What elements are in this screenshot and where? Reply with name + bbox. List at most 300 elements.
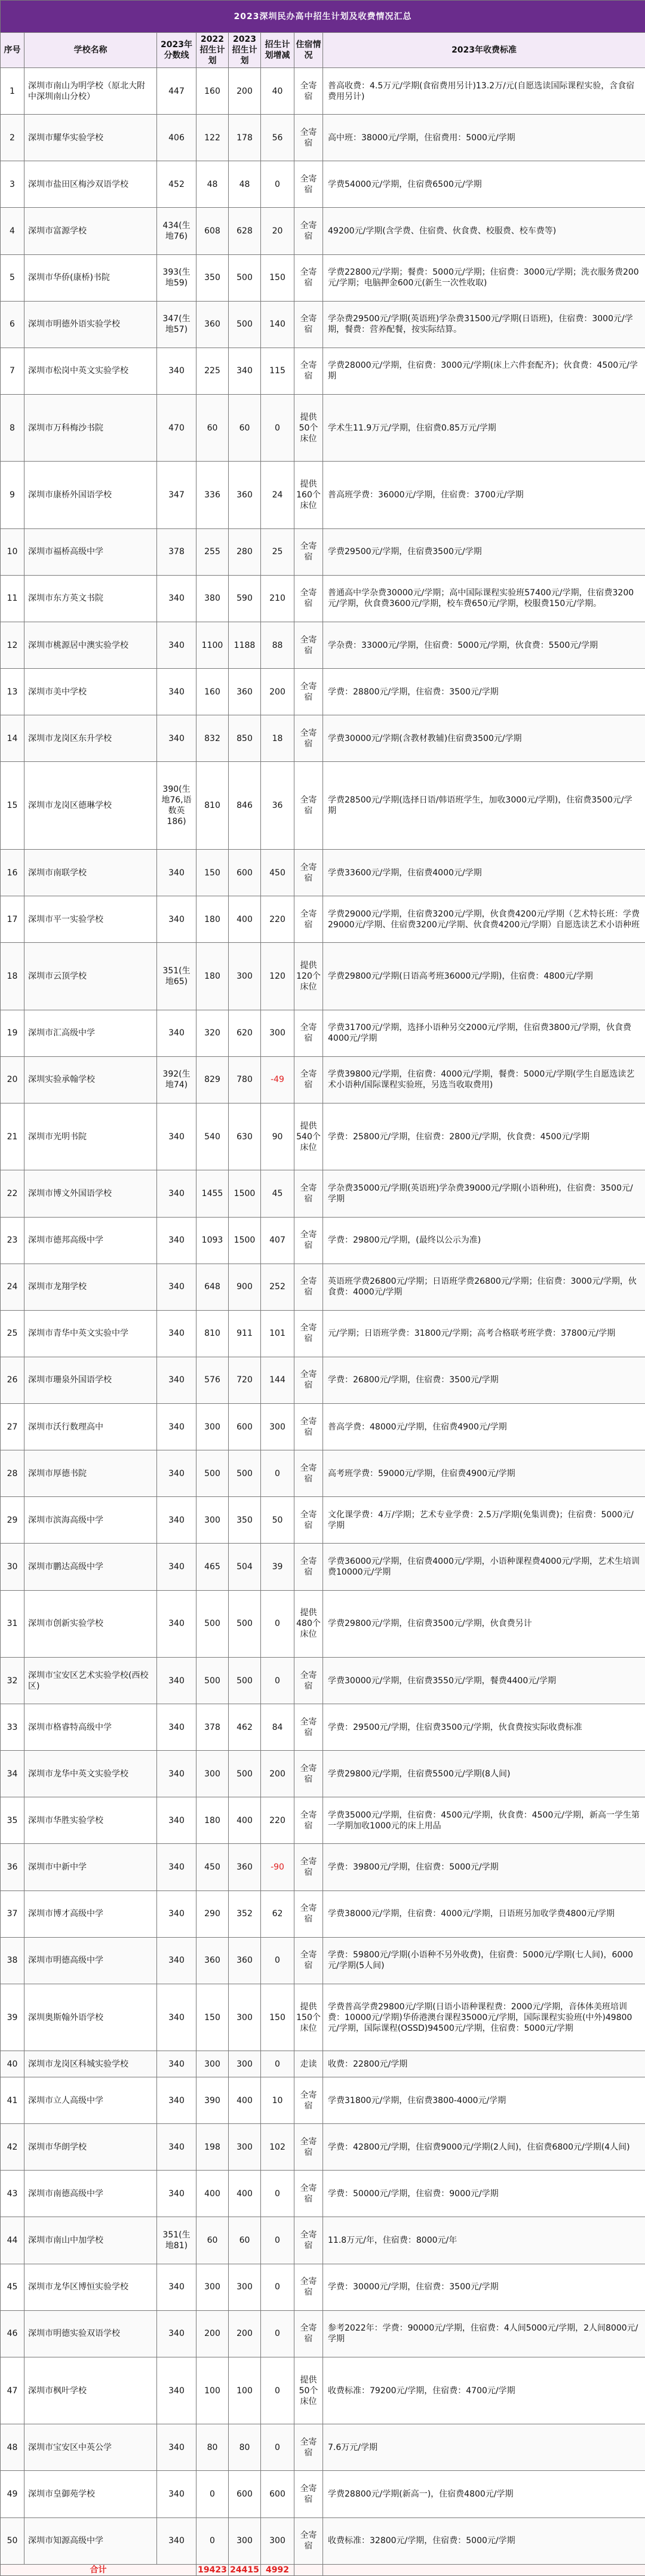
plan-2023: 300 [229,1984,261,2051]
plan-2023: 1500 [229,1217,261,1264]
table-row [1,1056,645,1103]
row-no: 11 [1,575,24,622]
row-no: 6 [1,301,24,348]
row-no: 2 [1,115,24,161]
score-line: 340 [157,715,196,762]
dorm-status: 提供150个床位 [294,1984,323,2051]
score-line: 340 [157,2264,196,2310]
plan-2022: 80 [196,2424,229,2471]
plan-2022: 810 [196,1310,229,1357]
plan-2023: 630 [229,1103,261,1170]
table-row [1,68,645,115]
score-line: 340 [157,1264,196,1310]
score-line: 340 [157,2051,196,2077]
fee-standard: 49200元/学期(含学费、住宿费、伙食费、校服费、校车费等) [323,208,645,254]
row-no: 4 [1,208,24,254]
table-row [1,348,645,394]
plan-2022: 390 [196,2077,229,2124]
plan-2023: 360 [229,1937,261,1984]
score-line: 340 [157,2124,196,2171]
school-name: 深圳市德邦高级中学 [24,1217,157,1264]
school-name: 深圳市龙翔学校 [24,1264,157,1310]
row-no: 12 [1,622,24,668]
fee-standard: 学费28800元/学期(新高一)，住宿费4800元/学期 [323,2471,645,2517]
plan-2022: 255 [196,528,229,575]
table-row [1,575,645,622]
plan-change: 39 [261,1544,294,1590]
table-row [1,1264,645,1310]
plan-2023: 400 [229,896,261,943]
fee-standard: 学杂费35000元/学期(英语班)学杂费39000元/学期(小语种班)，住宿费：3500元/学期 [323,1170,645,1217]
plan-2022: 225 [196,348,229,394]
plan-change: 0 [261,2217,294,2264]
total-change: 4992 [261,2565,294,2576]
row-no: 5 [1,254,24,301]
score-line: 340 [157,1844,196,1890]
row-no: 34 [1,1751,24,1797]
school-name: 深圳市明德实验双语学校 [24,2310,157,2357]
plan-2023: 462 [229,1704,261,1751]
plan-2023: 590 [229,575,261,622]
school-name: 深圳市华朗学校 [24,2124,157,2171]
plan-change: 200 [261,1751,294,1797]
dorm-status: 全寄宿 [294,1890,323,1937]
sheet-title: 2023深圳民办高中招生计划及收费情况汇总 [1,1,645,33]
plan-change: -49 [261,1056,294,1103]
header-change: 招生计划增减 [261,33,294,68]
plan-change: 140 [261,301,294,348]
plan-2023: 340 [229,348,261,394]
score-line: 340 [157,2171,196,2217]
table-row [1,896,645,943]
row-no: 24 [1,1264,24,1310]
school-name: 深圳市华侨(康桥)书院 [24,254,157,301]
plan-2022: 180 [196,943,229,1010]
plan-2022: 60 [196,2217,229,2264]
school-name: 深圳市滨海高级中学 [24,1497,157,1544]
table-row [1,622,645,668]
plan-2023: 200 [229,2310,261,2357]
dorm-status: 全寄宿 [294,254,323,301]
dorm-status: 全寄宿 [294,1404,323,1450]
fee-standard: 学费：30000元/学期，住宿费：3500元/学期 [323,2264,645,2310]
header-school: 学校名称 [24,33,157,68]
plan-change: 0 [261,2424,294,2471]
plan-2022: 180 [196,1797,229,1844]
plan-change: 252 [261,1264,294,1310]
plan-2022: 608 [196,208,229,254]
dorm-status: 全寄宿 [294,1844,323,1890]
row-no: 19 [1,1010,24,1056]
plan-change: 18 [261,715,294,762]
dorm-status: 全寄宿 [294,208,323,254]
table-row [1,1357,645,1403]
fee-standard: 高中班：38000元/学期，住宿费用：5000元/学期 [323,115,645,161]
row-no: 43 [1,2171,24,2217]
score-line: 340 [157,1984,196,2051]
plan-2022: 0 [196,2471,229,2517]
table-row [1,1404,645,1450]
dorm-status: 全寄宿 [294,1357,323,1403]
plan-2023: 360 [229,1844,261,1890]
plan-2022: 200 [196,2310,229,2357]
row-no: 36 [1,1844,24,1890]
plan-2022: 500 [196,1657,229,1704]
plan-2022: 300 [196,2051,229,2077]
total-plan-2023: 24415 [229,2565,261,2576]
plan-change: 0 [261,2310,294,2357]
plan-2022: 150 [196,1984,229,2051]
score-line: 351(生地65) [157,943,196,1010]
plan-2022: 1100 [196,622,229,668]
plan-change: 220 [261,896,294,943]
row-no: 3 [1,161,24,208]
score-line: 340 [157,850,196,896]
fee-standard: 参考2022年：学费：90000元/学期，住宿费：4人间5000元/学期，2人间8000元/学期 [323,2310,645,2357]
row-no: 38 [1,1937,24,1984]
school-name: 深圳市明德高级中学 [24,1937,157,1984]
score-line: 340 [157,1357,196,1403]
score-line: 340 [157,1497,196,1544]
table-row [1,208,645,254]
dorm-status: 全寄宿 [294,1544,323,1590]
plan-2023: 100 [229,2357,261,2424]
score-line: 434(生地76) [157,208,196,254]
school-name: 深圳奥斯翰外语学校 [24,1984,157,2051]
plan-2022: 500 [196,1450,229,1497]
school-name: 深圳市宝安区中英公学 [24,2424,157,2471]
school-name: 深圳市美中学校 [24,669,157,715]
total-fee [323,2565,645,2576]
row-no: 21 [1,1103,24,1170]
dorm-status: 全寄宿 [294,1310,323,1357]
table-row [1,115,645,161]
plan-change: 407 [261,1217,294,1264]
fee-standard: 学费38000元/学期，住宿费：4000元/学期，日语班另加收学费4800元/学期 [323,1890,645,1937]
row-no: 26 [1,1357,24,1403]
row-no: 33 [1,1704,24,1751]
total-dorm [294,2565,323,2576]
plan-2023: 850 [229,715,261,762]
plan-2023: 720 [229,1357,261,1403]
school-name: 深圳市耀华实验学校 [24,115,157,161]
plan-2023: 911 [229,1310,261,1357]
school-name: 深圳市博文外国语学校 [24,1170,157,1217]
school-name: 深圳市珊泉外国语学校 [24,1357,157,1403]
school-name: 深圳市盐田区梅沙双语学校 [24,161,157,208]
plan-2023: 60 [229,2217,261,2264]
plan-2023: 300 [229,2517,261,2564]
score-line: 470 [157,394,196,461]
header-dorm: 住宿情况 [294,33,323,68]
plan-2022: 378 [196,1704,229,1751]
plan-change: 200 [261,669,294,715]
row-no: 44 [1,2217,24,2264]
table-row [1,1170,645,1217]
plan-change: 120 [261,943,294,1010]
plan-2023: 600 [229,1404,261,1450]
plan-2023: 80 [229,2424,261,2471]
fee-standard: 普高学费：48000元/学期，住宿费4900元/学期 [323,1404,645,1450]
row-no: 27 [1,1404,24,1450]
school-name: 深圳市博才高级中学 [24,1890,157,1937]
plan-change: 600 [261,2471,294,2517]
dorm-status: 全寄宿 [294,850,323,896]
table-row [1,762,645,850]
header-score: 2023年分数线 [157,33,196,68]
table-row [1,1984,645,2051]
table-row [1,394,645,461]
table-body [1,68,645,2565]
plan-2022: 829 [196,1056,229,1103]
dorm-status: 全寄宿 [294,161,323,208]
plan-2023: 48 [229,161,261,208]
dorm-status: 全寄宿 [294,2264,323,2310]
row-no: 50 [1,2517,24,2564]
plan-change: 101 [261,1310,294,1357]
fee-standard: 学杂费：33000元/学期，住宿费：5000元/学期，伙食费：5500元/学期 [323,622,645,668]
plan-2023: 400 [229,2171,261,2217]
table-row [1,1310,645,1357]
plan-2022: 150 [196,850,229,896]
plan-2022: 300 [196,1751,229,1797]
school-name: 深圳市宝安区艺术实验学校(西校区) [24,1657,157,1704]
plan-2022: 360 [196,1937,229,1984]
plan-2023: 178 [229,115,261,161]
total-row [1,2565,645,2576]
school-name: 深圳市枫叶学校 [24,2357,157,2424]
row-no: 28 [1,1450,24,1497]
fee-standard: 学费29800元/学期，住宿费5500元/学期(8人间) [323,1751,645,1797]
school-name: 深圳市云顶学校 [24,943,157,1010]
fee-standard: 学费28500元/学期(选择日语/韩语班学生，加收3000元/学期)，住宿费3500元/学期 [323,762,645,850]
dorm-status: 提供120个床位 [294,943,323,1010]
score-line: 340 [157,2424,196,2471]
score-line: 340 [157,1797,196,1844]
plan-2022: 290 [196,1890,229,1937]
score-line: 340 [157,1450,196,1497]
plan-2022: 180 [196,896,229,943]
school-name: 深圳市知源高级中学 [24,2517,157,2564]
score-line: 340 [157,1890,196,1937]
dorm-status: 全寄宿 [294,622,323,668]
plan-change: 115 [261,348,294,394]
plan-change: 36 [261,762,294,850]
dorm-status: 全寄宿 [294,896,323,943]
plan-change: 45 [261,1170,294,1217]
row-no: 14 [1,715,24,762]
plan-2023: 600 [229,850,261,896]
row-no: 30 [1,1544,24,1590]
table-row [1,1844,645,1890]
score-line: 340 [157,1751,196,1797]
dorm-status: 全寄宿 [294,1264,323,1310]
plan-2023: 400 [229,1797,261,1844]
fee-standard: 学费29800元/学期(日语高考班36000元/学期)，住宿费：4800元/学期 [323,943,645,1010]
plan-2022: 380 [196,575,229,622]
fee-standard: 学费30000元/学期(含教材教辅)住宿费3500元/学期 [323,715,645,762]
fee-standard: 11.8万元/年，住宿费：8000元/年 [323,2217,645,2264]
dorm-status: 全寄宿 [294,301,323,348]
fee-standard: 学费：29800元/学期，(最终以公示为准) [323,1217,645,1264]
total-plan-2022: 19423 [196,2565,229,2576]
table-row [1,2310,645,2357]
school-name: 深圳市康桥外国语学校 [24,462,157,528]
fee-standard: 学术生11.9万元/学期，住宿费0.85万元/学期 [323,394,645,461]
table-row [1,2517,645,2564]
plan-2023: 200 [229,68,261,115]
fee-standard: 学费36000元/学期，住宿费4000元/学期，小语种课程费4000元/学期，艺术生培训费10000元/学期 [323,1544,645,1590]
score-line: 340 [157,1010,196,1056]
row-no: 48 [1,2424,24,2471]
dorm-status: 全寄宿 [294,2171,323,2217]
plan-2022: 500 [196,1590,229,1657]
table-row [1,2077,645,2124]
school-name: 深圳市鹏达高级中学 [24,1544,157,1590]
school-name: 深圳市南德高级中学 [24,2171,157,2217]
fee-standard: 学费：26800元/学期，住宿费：3500元/学期 [323,1357,645,1403]
table-row [1,1590,645,1657]
table-row [1,301,645,348]
plan-2023: 500 [229,1657,261,1704]
plan-change: 0 [261,1657,294,1704]
plan-2022: 0 [196,2517,229,2564]
fee-standard: 收费：22800元/学期 [323,2051,645,2077]
row-no: 39 [1,1984,24,2051]
row-no: 31 [1,1590,24,1657]
table-row [1,1751,645,1797]
plan-2023: 500 [229,1590,261,1657]
title-row [1,1,645,33]
dorm-status: 全寄宿 [294,1056,323,1103]
dorm-status: 提供50个床位 [294,394,323,461]
plan-2022: 100 [196,2357,229,2424]
plan-change: 0 [261,2051,294,2077]
fee-standard: 学费：39800元/学期，住宿费：5000元/学期 [323,1844,645,1890]
plan-2022: 350 [196,254,229,301]
fee-standard: 学费28000元/学期，住宿费：3000元/学期(床上六件套配齐)；伙食费：4500元/学期 [323,348,645,394]
plan-change: 450 [261,850,294,896]
plan-2022: 160 [196,68,229,115]
dorm-status: 全寄宿 [294,1217,323,1264]
school-name: 深圳市厚德书院 [24,1450,157,1497]
plan-2023: 300 [229,2264,261,2310]
plan-2022: 810 [196,762,229,850]
row-no: 46 [1,2310,24,2357]
plan-change: 84 [261,1704,294,1751]
score-line: 340 [157,575,196,622]
table-row [1,528,645,575]
score-line: 340 [157,1937,196,1984]
score-line: 340 [157,622,196,668]
school-name: 深圳市青华中英文实验中学 [24,1310,157,1357]
table-row [1,2471,645,2517]
dorm-status: 全寄宿 [294,2471,323,2517]
header-plan-2022: 2022招生计划 [196,33,229,68]
table-row [1,850,645,896]
plan-2023: 300 [229,943,261,1010]
dorm-status: 提供540个床位 [294,1103,323,1170]
table-row [1,1497,645,1544]
row-no: 7 [1,348,24,394]
row-no: 35 [1,1797,24,1844]
score-line: 340 [157,1217,196,1264]
plan-change: 150 [261,1984,294,2051]
plan-change: 150 [261,254,294,301]
score-line: 340 [157,1544,196,1590]
fee-standard: 学费：29500元/学期，住宿费3500元/学期，伙食费按实际收费标准 [323,1704,645,1751]
fee-standard: 学费：42800元/学期，住宿费9000元/学期(2人间)，住宿费6800元/学期(4人间) [323,2124,645,2171]
table-row [1,669,645,715]
plan-2023: 600 [229,2471,261,2517]
score-line: 340 [157,1170,196,1217]
score-line: 340 [157,2357,196,2424]
score-line: 390(生地76,语数英186) [157,762,196,850]
plan-2022: 48 [196,161,229,208]
row-no: 20 [1,1056,24,1103]
score-line: 340 [157,1590,196,1657]
dorm-status: 全寄宿 [294,1450,323,1497]
plan-change: 300 [261,2517,294,2564]
school-name: 深圳市南山中加学校 [24,2217,157,2264]
school-name: 深圳市万科梅沙书院 [24,394,157,461]
plan-change: 220 [261,1797,294,1844]
row-no: 29 [1,1497,24,1544]
dorm-status: 全寄宿 [294,68,323,115]
school-name: 深圳市福桥高级中学 [24,528,157,575]
header-fee: 2023年收费标准 [323,33,645,68]
row-no: 25 [1,1310,24,1357]
dorm-status: 全寄宿 [294,1497,323,1544]
header-no: 序号 [1,33,24,68]
table-row [1,1450,645,1497]
school-name: 深圳市东方英文书院 [24,575,157,622]
school-name: 深圳市富源学校 [24,208,157,254]
table-row [1,2424,645,2471]
plan-change: 25 [261,528,294,575]
score-line: 406 [157,115,196,161]
plan-2023: 300 [229,2124,261,2171]
school-name: 深圳市立人高级中学 [24,2077,157,2124]
table-row [1,1937,645,1984]
school-name: 深圳市平一实验学校 [24,896,157,943]
fee-standard: 普高班学费：36000元/学期，住宿费：3700元/学期 [323,462,645,528]
plan-2022: 1093 [196,1217,229,1264]
score-line: 340 [157,1657,196,1704]
fee-standard: 学费30000元/学期，住宿费3550元/学期，餐费4400元/学期 [323,1657,645,1704]
dorm-status: 全寄宿 [294,528,323,575]
table-row [1,2051,645,2077]
plan-2022: 122 [196,115,229,161]
plan-change: 40 [261,68,294,115]
fee-standard: 学费普高学费29800元/学期(日语小语种课程费：2000元/学期，音体体美班培训费：10000元/学期)华侨港澳台课程35000元/学期，国际课程实验班(中外)49800元/学期，国际课程(OSSD)94500元/学期，住宿费：5000元/学期 [323,1984,645,2051]
plan-change: 10 [261,2077,294,2124]
plan-2022: 300 [196,2264,229,2310]
dorm-status: 全寄宿 [294,575,323,622]
fee-standard: 元/学期；日语班学费：31800元/学期；高考合格联考班学费：37800元/学期 [323,1310,645,1357]
fee-standard: 收费标准：32800元/学期，住宿费：5000元/学期 [323,2517,645,2564]
dorm-status: 全寄宿 [294,669,323,715]
dorm-status: 全寄宿 [294,115,323,161]
row-no: 42 [1,2124,24,2171]
plan-2023: 1188 [229,622,261,668]
table-row [1,715,645,762]
fee-standard: 7.6万元/学期 [323,2424,645,2471]
dorm-status: 全寄宿 [294,2077,323,2124]
table-row [1,254,645,301]
row-no: 15 [1,762,24,850]
fee-standard: 学费22800元/学期；餐费：5000元/学期；住宿费：3000元/学期；洗衣服务费200元/学期；电脑押金600元(新生一次性收取) [323,254,645,301]
